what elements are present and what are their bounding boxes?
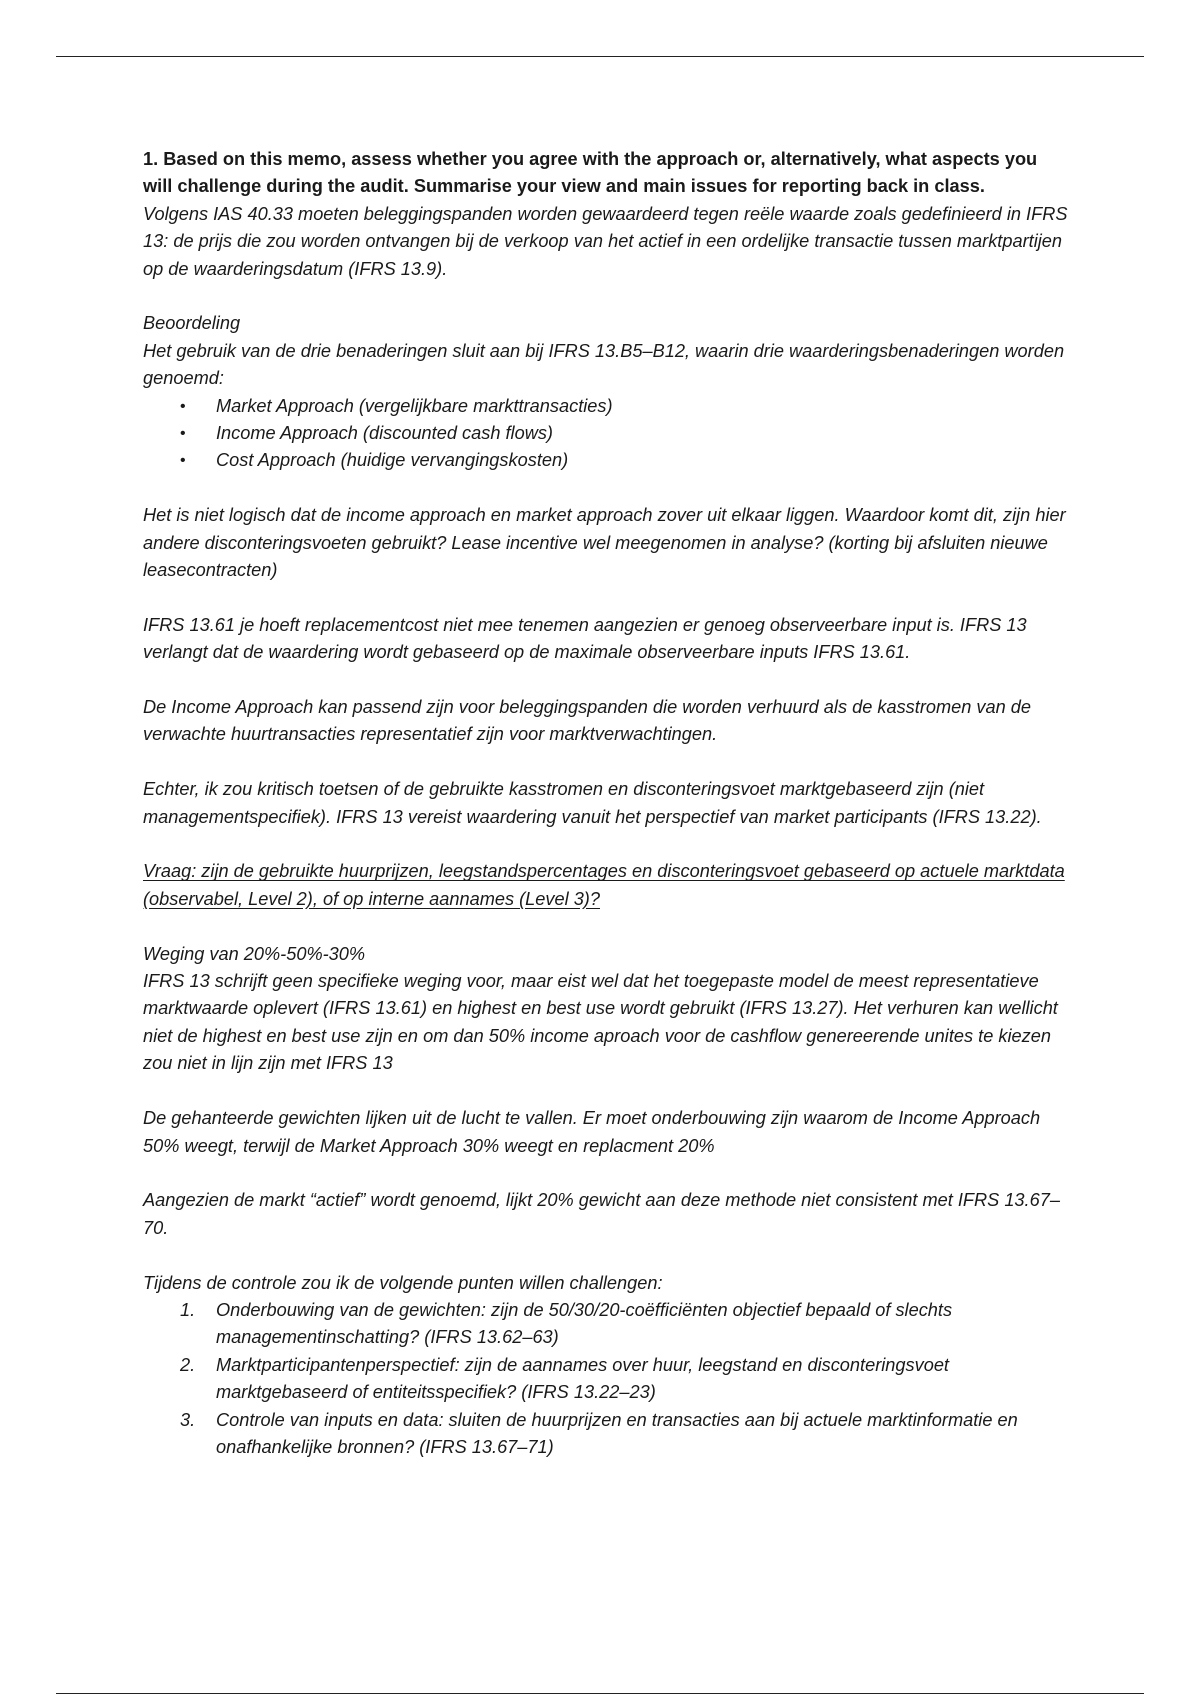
list-item-text: Onderbouwing van de gewichten: zijn de 50/30/20-coëfficiënten objectief bepaald of slechts managementinschatting? (IFRS 13.62–63) [216,1299,953,1348]
spacer [143,1160,1068,1187]
income-approach-paragraph: De Income Approach kan passend zijn voor beleggingspanden die worden verhuurd als de kasstromen van de verwachte huurtransacties representatief zijn voor marktverwachtingen. [143,697,1032,745]
spacer [143,831,1068,858]
assessment-title: Beoordeling [143,313,241,334]
spacer [143,667,1068,694]
weighting-paragraph: IFRS 13 schrijft geen specifieke weging voor, maar eist wel dat het toegepaste model de meest representatieve marktwaarde oplevert (IFRS 13.61) en highest en best use wordt gebruikt (IFRS 13.27). Het verhuren kan wellicht niet de highest en best use zijn en om dan 50% income aproach voor de cashflow genereerende unites te kiezen zou niet in lijn zijn met IFRS 13 [143,971,1058,1074]
approaches-list [143,393,1068,475]
spacer [143,1078,1068,1105]
challenge-intro: Tijdens de controle zou ik de volgende punten willen challengen: [143,1272,663,1293]
critical-test-paragraph: Echter, ik zou kritisch toetsen of de gebruikte kasstromen en disconteringsvoet marktgebaseerd zijn (niet managementspecifiek). IFRS 13 vereist waardering vanuit het perspectief van market participants (IFRS 13.22). [143,779,1042,827]
list-item [143,1352,1068,1407]
list-item [143,1297,1068,1352]
list-item [143,447,1068,474]
spacer [143,475,1068,502]
list-item [143,1407,1068,1462]
list-item-text: Controle van inputs en data: sluiten de huurprijzen en transacties aan bij actuele marktinformatie en onafhankelijke bronnen? (IFRS 13.67–71) [216,1409,1018,1457]
intro-paragraph: Volgens IAS 40.33 moeten beleggingspanden worden gewaardeerd tegen reële waarde zoals gedefinieerd in IFRS 13: de prijs die zou worden ontvangen bij de verkoop van het actief in een ordelijke transactie tussen marktpartijen op de waarderingsdatum (IFRS 13.9). [143,203,1068,279]
list-item-text: Marktparticipantenperspectief: zijn de aannames over huur, leegstand en disconteringsvoet marktgebaseerd of entiteitsspecifiek? (IFRS 13.22–23) [216,1354,949,1403]
list-item [143,393,1068,420]
list-number: 2. [180,1354,196,1375]
spacer [143,749,1068,776]
spacer [143,584,1068,611]
assessment-paragraph: Het gebruik van de drie benaderingen sluit aan bij IFRS 13.B5–B12, waarin drie waarderingsbenaderingen worden genoemd: [143,340,1065,389]
document-body [143,146,1068,1461]
approach-gap-paragraph: Het is niet logisch dat de income approach en market approach zover uit elkaar liggen. Waardoor komt dit, zijn hier andere disconteringsvoeten gebruikt? Lease incentive wel meegenomen in analyse? (korting bij afsluiten nieuwe leasecontracten) [143,505,1066,581]
weights-paragraph: De gehanteerde gewichten lijken uit de lucht te vallen. Er moet onderbouwing zijn waarom de Income Approach 50% weegt, terwijl de Market Approach 30% weegt en replacment 20% [143,1108,1041,1156]
bullet-icon: • [180,397,186,415]
challenge-list [143,1297,1068,1461]
active-market-paragraph: Aangezien de markt “actief” wordt genoemd, lijkt 20% gewicht aan deze methode niet consistent met IFRS 13.67–70. [143,1190,1060,1238]
list-item [143,420,1068,447]
footer-rule [56,1693,1144,1694]
list-item-text: Cost Approach (huidige vervangingskosten) [216,450,569,471]
replacement-cost-paragraph: IFRS 13.61 je hoeft replacementcost niet mee tenemen aangezien er genoeg observeerbare input is. IFRS 13 verlangt dat de waardering wordt gebaseerd op de maximale observeerbare inputs IFRS 13.61. [143,614,1027,663]
spacer [143,1242,1068,1269]
weighting-title: Weging van 20%-50%-30% [143,943,366,964]
bullet-icon: • [180,425,186,443]
bullet-icon: • [180,452,186,470]
question-paragraph: Vraag: zijn de gebruikte huurprijzen, leegstandspercentages en disconteringsvoet gebaseerd op actuele marktdata (observabel, Level 2), of op interne aannames (Level 3)? [143,861,1065,909]
spacer [143,913,1068,940]
header-rule [56,56,1144,57]
spacer [143,283,1068,310]
list-number: 3. [180,1409,196,1430]
list-item-text: Income Approach (discounted cash flows) [216,423,553,444]
question-heading: 1. Based on this memo, assess whether you agree with the approach or, alternatively, what aspects you will challenge during the audit. Summarise your view and main issues for reporting back in class. [143,149,1038,197]
list-item-text: Market Approach (vergelijkbare markttransacties) [216,395,613,416]
list-number: 1. [180,1299,196,1320]
